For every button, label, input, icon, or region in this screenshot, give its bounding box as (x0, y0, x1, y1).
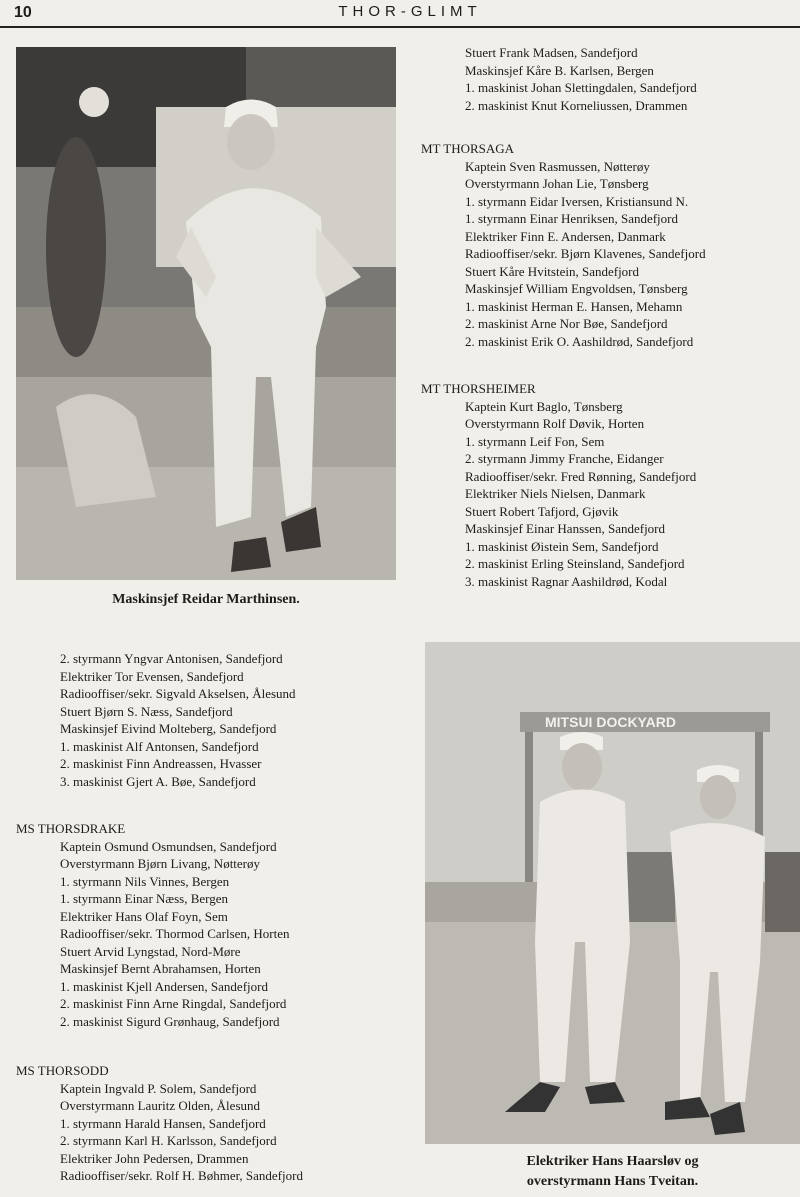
crew-line: 1. maskinist Kjell Andersen, Sandefjord (60, 978, 268, 994)
crew-line: Radiooffiser/sekr. Fred Rønning, Sandefjord (465, 468, 697, 484)
crew-line: 3. maskinist Gjert A. Bøe, Sandefjord (60, 773, 256, 789)
crew-line: Elektriker Finn E. Andersen, Danmark (465, 228, 666, 244)
crew-line: Radiooffiser/sekr. Bjørn Klavenes, Sandefjord (465, 246, 706, 261)
ship-section-thorsaga (421, 140, 706, 350)
crew-line: Elektriker Niels Nielsen, Danmark (465, 486, 646, 501)
crew-line: Stuert Kåre Hvitstein, Sandefjord (465, 263, 640, 279)
crew-line: 2. maskinist Arne Nor Bøe, Sandefjord (465, 316, 668, 331)
crew-line: 2. maskinist Finn Arne Ringdal, Sandefjord (60, 996, 287, 1011)
crew-line: 2. styrmann Jimmy Franche, Eidanger (465, 451, 664, 466)
crew-line: Kaptein Kurt Baglo, Tønsberg (465, 398, 623, 414)
crew-line: 2. styrmann Yngvar Antonisen, Sandefjord (60, 651, 283, 666)
photo-dockyard-crew-illustration (425, 642, 800, 1144)
crew-line: 1. maskinist Øistein Sem, Sandefjord (465, 538, 659, 554)
photo-dockyard-caption-line2: overstyrmann Hans Tveitan. (526, 1174, 699, 1189)
photo-dockyard-caption (425, 1152, 800, 1192)
crew-line: Radiooffiser/sekr. Sigvald Akselsen, Ålesund (60, 686, 296, 701)
ship-section-thorsodd (16, 1062, 303, 1185)
crew-line: Elektriker Hans Olaf Foyn, Sem (60, 908, 228, 924)
crew-line: 1. styrmann Harald Hansen, Sandefjord (60, 1115, 266, 1131)
crew-line: Stuert Arvid Lyngstad, Nord-Møre (60, 943, 241, 959)
ship-name: MS THORSODD (16, 1063, 109, 1078)
photo-dockyard-crew (425, 642, 800, 1144)
crew-line: Radiooffiser/sekr. Thormod Carlsen, Horten (60, 926, 290, 941)
crew-line: Stuert Robert Tafjord, Gjøvik (465, 503, 619, 519)
crew-line: 2. maskinist Sigurd Grønhaug, Sandefjord (60, 1013, 280, 1029)
publication-title: THOR-GLIMT (338, 3, 482, 20)
photo-machine-chief (16, 47, 396, 580)
crew-line: 1. styrmann Einar Henriksen, Sandefjord (465, 211, 679, 226)
crew-line: 1. styrmann Einar Næss, Bergen (60, 891, 229, 906)
crew-line: Elektriker John Pedersen, Drammen (60, 1150, 249, 1166)
crew-line: 2. maskinist Erling Steinsland, Sandefjord (465, 556, 685, 571)
ship-name: MT THORSHEIMER (421, 381, 536, 396)
crew-line: Elektriker Tor Evensen, Sandefjord (60, 668, 244, 684)
crew-line: Overstyrmann Johan Lie, Tønsberg (465, 176, 649, 191)
ship-section-thorsheimer (421, 380, 696, 590)
crew-line: 2. styrmann Karl H. Karlsson, Sandefjord (60, 1133, 277, 1148)
crew-line: Maskinsjef William Engvoldsen, Tønsberg (465, 281, 688, 296)
photo-machine-chief-illustration (16, 47, 396, 580)
crew-line: 1. styrmann Eidar Iversen, Kristiansund N. (465, 193, 689, 209)
page-number: 10 (14, 4, 32, 21)
ship-name: MT THORSAGA (421, 141, 515, 156)
crew-line: Overstyrmann Bjørn Livang, Nøtterøy (60, 856, 261, 871)
crew-line: Stuert Bjørn S. Næss, Sandefjord (60, 703, 233, 719)
crew-line: Kaptein Sven Rasmussen, Nøtterøy (465, 158, 650, 174)
crew-line: Overstyrmann Lauritz Olden, Ålesund (60, 1098, 261, 1113)
crew-line: Kaptein Ingvald P. Solem, Sandefjord (60, 1080, 257, 1096)
crew-line: Overstyrmann Rolf Døvik, Horten (465, 416, 645, 431)
crew-line: 1. styrmann Nils Vinnes, Bergen (60, 873, 230, 889)
dockyard-sign: MITSUI DOCKYARD (545, 714, 676, 730)
crew-line: 1. maskinist Johan Slettingdalen, Sandefjord (465, 80, 697, 95)
crew-list-continued-left (16, 650, 296, 790)
crew-line: Kaptein Osmund Osmundsen, Sandefjord (60, 838, 277, 854)
ship-section-thorsdrake (16, 820, 290, 1030)
crew-line: 2. maskinist Erik O. Aashildrød, Sandefjord (465, 333, 694, 349)
crew-line: Radiooffiser/sekr. Rolf H. Bøhmer, Sandefjord (60, 1168, 303, 1183)
crew-line: 1. styrmann Leif Fon, Sem (465, 433, 605, 449)
crew-line: Maskinsjef Eivind Molteberg, Sandefjord (60, 721, 277, 736)
crew-line: 2. maskinist Knut Korneliussen, Drammen (465, 97, 688, 113)
crew-list-continued-top (421, 44, 697, 114)
crew-line: 3. maskinist Ragnar Aashildrød, Kodal (465, 573, 668, 589)
crew-line: Maskinsjef Bernt Abrahamsen, Horten (60, 961, 261, 976)
photo-machine-chief-caption: Maskinsjef Reidar Marthinsen. (112, 592, 300, 607)
crew-line: Maskinsjef Kåre B. Karlsen, Bergen (465, 62, 654, 78)
page-header (0, 0, 800, 28)
crew-line: 1. maskinist Herman E. Hansen, Mehamn (465, 298, 683, 314)
photo-dockyard-caption-line1: Elektriker Hans Haarsløv og (526, 1154, 699, 1169)
crew-line: Stuert Frank Madsen, Sandefjord (465, 45, 638, 60)
crew-line: Maskinsjef Einar Hanssen, Sandefjord (465, 521, 666, 536)
crew-line: 1. maskinist Alf Antonsen, Sandefjord (60, 738, 259, 754)
ship-name: MS THORSDRAKE (16, 821, 126, 836)
crew-line: 2. maskinist Finn Andreassen, Hvasser (60, 756, 262, 771)
